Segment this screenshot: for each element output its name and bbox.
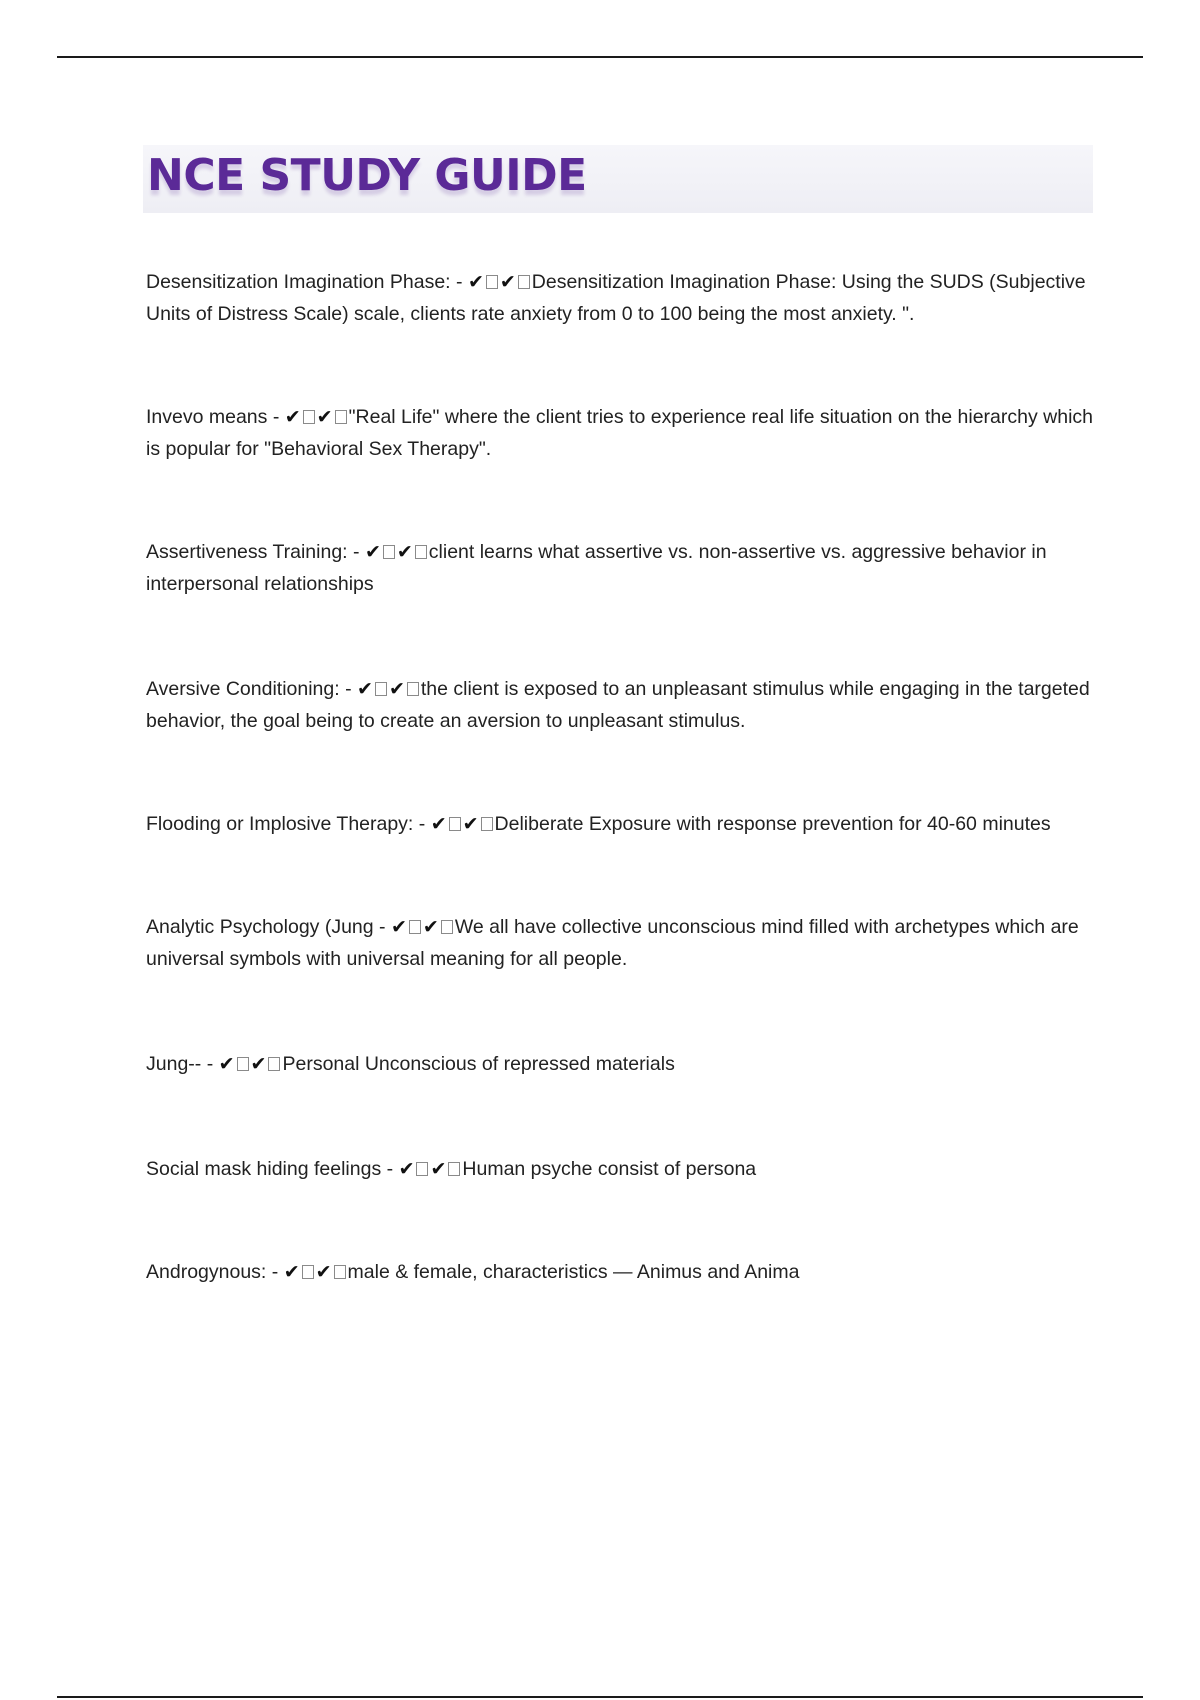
check-icon: ✔ <box>315 1261 332 1283</box>
entry-term: Desensitization Imagination Phase: <box>146 271 451 293</box>
box-icon <box>415 545 427 559</box>
entry-term: Invevo means <box>146 406 268 428</box>
check-icon: ✔ <box>430 1158 447 1180</box>
box-icon <box>237 1057 249 1071</box>
box-icon <box>416 1162 428 1176</box>
check-icon: ✔ <box>462 813 479 835</box>
box-icon <box>383 545 395 559</box>
entry-term: Androgynous: <box>146 1261 267 1283</box>
flashcard-entry <box>146 1153 1096 1185</box>
flashcard-entry <box>146 1256 1096 1288</box>
check-icon: ✔ <box>390 916 407 938</box>
check-icon: ✔ <box>316 406 333 428</box>
flashcard-entry <box>146 1048 1096 1080</box>
box-icon <box>486 275 498 289</box>
flashcard-entry <box>146 808 1096 840</box>
entry-term: Flooding or Implosive Therapy: <box>146 813 414 835</box>
box-icon <box>334 1265 346 1279</box>
header-rule <box>57 56 1143 58</box>
box-icon <box>302 1265 314 1279</box>
box-icon <box>409 920 421 934</box>
entry-term: Analytic Psychology (Jung <box>146 916 374 938</box>
box-icon <box>335 410 347 424</box>
entry-term: Aversive Conditioning: <box>146 678 340 700</box>
entry-definition: We all have collective unconscious mind filled with archetypes which are universal symbols with universal meaning for all people. <box>146 916 1079 970</box>
box-icon <box>303 410 315 424</box>
entry-term: Assertiveness Training: <box>146 541 348 563</box>
flashcard-entry <box>146 673 1096 737</box>
check-icon: ✔ <box>430 813 447 835</box>
box-icon <box>268 1057 280 1071</box>
entry-separator: - <box>373 916 391 938</box>
entry-separator: - <box>347 541 365 563</box>
entry-separator: - <box>339 678 358 700</box>
box-icon <box>407 682 419 696</box>
box-icon <box>449 817 461 831</box>
check-icon: ✔ <box>250 1053 267 1075</box>
check-icon: ✔ <box>396 541 413 563</box>
entry-term: Jung-- <box>146 1053 202 1075</box>
check-icon: ✔ <box>422 916 439 938</box>
entry-definition: client learns what assertive vs. non-assertive vs. aggressive behavior in interpersonal relationships <box>146 541 1047 595</box>
entry-definition: Human psyche consist of persona <box>462 1158 757 1180</box>
box-icon <box>375 682 387 696</box>
title-banner <box>143 145 1093 213</box>
box-icon <box>448 1162 460 1176</box>
flashcard-entry <box>146 266 1096 330</box>
flashcard-entry <box>146 536 1096 600</box>
entry-separator: - <box>267 406 285 428</box>
check-icon: ✔ <box>357 678 373 700</box>
check-icon: ✔ <box>398 1158 415 1180</box>
check-icon: ✔ <box>284 406 301 428</box>
entry-definition: Deliberate Exposure with response prevention for 40-60 minutes <box>494 813 1051 835</box>
check-icon: ✔ <box>499 271 516 293</box>
check-icon: ✔ <box>218 1053 235 1075</box>
check-icon: ✔ <box>364 541 381 563</box>
entry-definition: male & female, characteristics — Animus and Anima <box>347 1261 800 1283</box>
entry-definition: Desensitization Imagination Phase: Using the SUDS (Subjective Units of Distress Scale) scale, clients rate anxiety from 0 to 100 being the most anxiety. ". <box>146 271 1086 325</box>
flashcard-list <box>146 266 1096 1288</box>
box-icon <box>481 817 493 831</box>
check-icon: ✔ <box>467 271 484 293</box>
box-icon <box>441 920 453 934</box>
page-title: NCE STUDY GUIDE <box>147 150 587 201</box>
footer-rule <box>57 1696 1143 1698</box>
entry-separator: - <box>201 1053 219 1075</box>
flashcard-entry <box>146 911 1096 975</box>
entry-separator: - <box>450 271 468 293</box>
check-icon: ✔ <box>283 1261 300 1283</box>
box-icon <box>518 275 530 289</box>
entry-definition: Personal Unconscious of repressed materials <box>282 1053 675 1075</box>
entry-separator: - <box>266 1261 284 1283</box>
check-icon: ✔ <box>388 678 405 700</box>
entry-definition: the client is exposed to an unpleasant stimulus while engaging in the targeted behavior, the goal being to create an aversion to unpleasant stimulus. <box>146 678 1090 732</box>
entry-separator: - <box>381 1158 399 1180</box>
entry-separator: - <box>413 813 431 835</box>
entry-term: Social mask hiding feelings <box>146 1158 382 1180</box>
flashcard-entry <box>146 401 1096 465</box>
entry-definition: "Real Life" where the client tries to experience real life situation on the hierarchy which is popular for "Behavioral Sex Therapy". <box>146 406 1093 460</box>
